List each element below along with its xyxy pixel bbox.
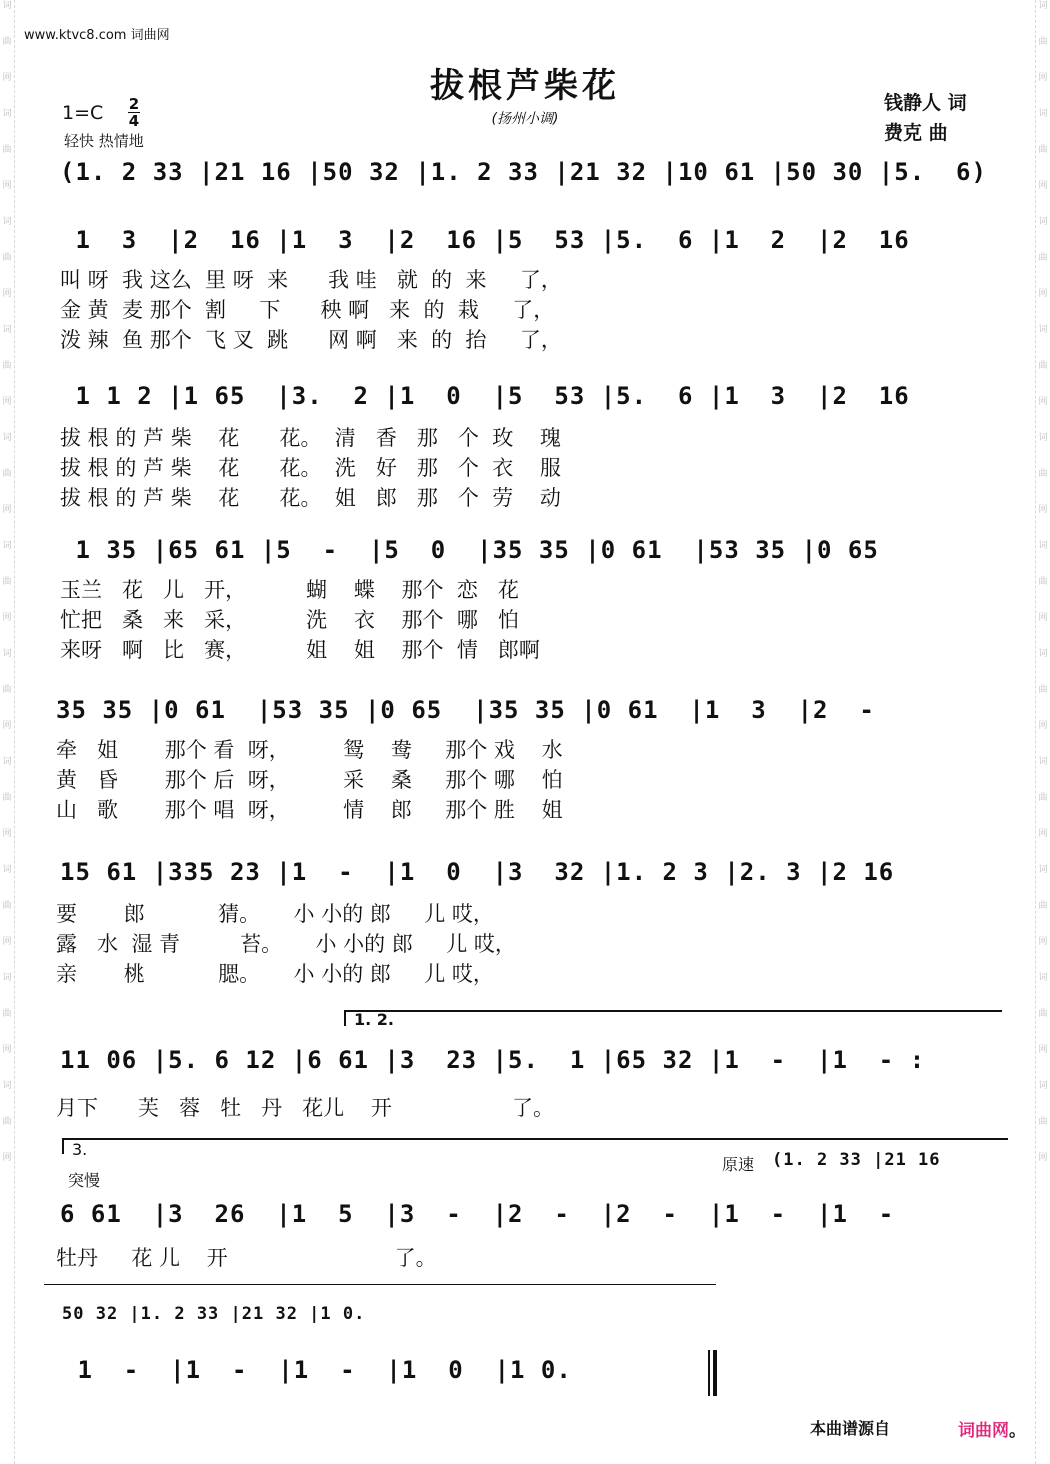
lyric-verse-3: 山 歌 那个 唱 呀， 情 郎 那个 胜 姐 [56, 798, 563, 822]
site-url[interactable]: www.ktvc8.com 词曲网 [24, 28, 170, 43]
lyric-verse-1: 叫 呀 我 这么 里 呀 来 我 哇 就 的 来 了， [60, 268, 562, 292]
notes-system-intro: (1. 2 33 |21 16 |50 32 |1. 2 33 |21 32 |10 61 |50 30 |5. 6) [60, 158, 987, 186]
watermark-char: 网 [1038, 1153, 1048, 1163]
lyric-verse-2: 金 黄 麦 那个 割 下 秧 啊 来 的 栽 了， [60, 298, 555, 322]
watermark-char: 曲 [2, 145, 12, 155]
watermark-char: 曲 [2, 685, 12, 695]
watermark-char: 词 [2, 433, 12, 443]
watermark-char: 网 [2, 1153, 12, 1163]
watermark-char: 曲 [2, 37, 12, 47]
notes-system-5: 15 61 |335 23 |1 - |1 0 |3 32 |1. 2 3 |2. 3 |2 16 [60, 858, 895, 886]
watermark-char: 词 [2, 757, 12, 767]
watermark-char: 词 [2, 649, 12, 659]
time-signature [128, 96, 140, 129]
watermark-char: 词 [2, 973, 12, 983]
lyric-verse-3: 亲 桃 腮。 小 小的 郎 儿 哎， [56, 962, 494, 986]
watermark-char: 曲 [1038, 1009, 1048, 1019]
watermark-char: 曲 [2, 1117, 12, 1127]
watermark-char: 曲 [1038, 145, 1048, 155]
lyric-verse-3: 来呀 啊 比 赛， 姐 姐 那个 情 郎啊 [60, 638, 540, 662]
watermark-char: 词 [2, 109, 12, 119]
brand-link[interactable] [958, 1416, 1026, 1441]
lyric-verse-2: 拔 根 的 芦 柴 花 花。 洗 好 那 个 衣 服 [60, 456, 561, 480]
watermark-char: 网 [1038, 73, 1048, 83]
watermark-char: 网 [1038, 721, 1048, 731]
watermark-char: 曲 [1038, 1117, 1048, 1127]
watermark-char: 网 [1038, 829, 1048, 839]
watermark-char: 网 [1038, 289, 1048, 299]
volta-bracket-1-2 [344, 1010, 1002, 1026]
watermark-char: 曲 [1038, 577, 1048, 587]
notes-system-4: 35 35 |0 61 |53 35 |0 65 |35 35 |0 61 |1 3 |2 - [56, 696, 875, 724]
key-signature: 1=C [62, 102, 104, 124]
watermark-char: 曲 [2, 1009, 12, 1019]
lyric-verse-2: 露 水 湿 青 苔。 小 小的 郎 儿 哎， [56, 932, 516, 956]
lyric-verse-2: 黄 昏 那个 后 呀， 采 桑 那个 哪 怕 [56, 768, 563, 792]
watermark-char: 网 [1038, 613, 1048, 623]
coda-rule [44, 1284, 716, 1285]
watermark-char: 词 [1038, 1, 1048, 11]
notes-system-7: 6 61 |3 26 |1 5 |3 - |2 - |2 - |1 - |1 - [60, 1200, 895, 1228]
tempo-marking: 轻快 热情地 [64, 132, 144, 150]
watermark-char: 网 [2, 721, 12, 731]
watermark-char: 网 [2, 289, 12, 299]
watermark-char: 曲 [1038, 253, 1048, 263]
watermark-char: 曲 [2, 361, 12, 371]
watermark-char: 词 [2, 865, 12, 875]
watermark-char: 曲 [2, 253, 12, 263]
watermark-char: 词 [1038, 541, 1048, 551]
watermark-char: 网 [1038, 1045, 1048, 1055]
meter-top: 2 [128, 95, 140, 113]
watermark-char: 词 [1038, 433, 1048, 443]
watermark-char: 词 [2, 325, 12, 335]
watermark-char: 曲 [1038, 361, 1048, 371]
final-barline-thick [713, 1350, 717, 1396]
watermark-char: 曲 [1038, 685, 1048, 695]
watermark-char: 网 [2, 181, 12, 191]
tempo-change-marking: 突慢 [68, 1171, 101, 1190]
final-barline-thin [708, 1350, 710, 1396]
lyric-verse-1: 玉兰 花 儿 开， 蝴 蝶 那个 恋 花 [60, 578, 519, 602]
watermark-char: 词 [1038, 649, 1048, 659]
volta-label: 3. [72, 1140, 88, 1159]
watermark-char: 词 [1038, 865, 1048, 875]
right-watermark-strip [1035, 0, 1050, 1464]
song-title: 拔根芦柴花 [430, 66, 620, 106]
watermark-char: 曲 [2, 577, 12, 587]
a-tempo-cue-notes: (1. 2 33 |21 16 [772, 1150, 941, 1170]
watermark-char: 词 [1038, 973, 1048, 983]
notes-system-1: 1 3 |2 16 |1 3 |2 16 |5 53 |5. 6 |1 2 |2 16 [60, 226, 910, 254]
song-subtitle: (扬州小调) [491, 111, 559, 127]
coda-lower-notes: 1 - |1 - |1 - |1 0 |1 0. [62, 1356, 572, 1384]
notes-system-2: 1 1 2 |1 65 |3. 2 |1 0 |5 53 |5. 6 |1 3 |2 16 [60, 382, 910, 410]
watermark-char: 曲 [2, 793, 12, 803]
lyric-verse-3: 拔 根 的 芦 柴 花 花。 姐 郎 那 个 劳 动 [60, 486, 561, 510]
watermark-char: 词 [2, 1, 12, 11]
watermark-char: 曲 [2, 469, 12, 479]
watermark-char: 网 [2, 73, 12, 83]
watermark-char: 词 [1038, 1081, 1048, 1091]
watermark-char: 网 [1038, 181, 1048, 191]
watermark-char: 网 [2, 505, 12, 515]
lyric-verse-2: 忙把 桑 来 采， 洗 衣 那个 哪 怕 [60, 608, 519, 632]
notes-system-6: 11 06 |5. 6 12 |6 61 |3 23 |5. 1 |65 32 |1 - |1 - : [60, 1046, 926, 1074]
a-tempo-marking: 原速 [722, 1155, 755, 1174]
watermark-char: 曲 [2, 901, 12, 911]
lyric-verse-1: 拔 根 的 芦 柴 花 花。 清 香 那 个 玫 瑰 [60, 426, 561, 450]
watermark-char: 曲 [1038, 793, 1048, 803]
watermark-char: 词 [2, 217, 12, 227]
left-watermark-strip [0, 0, 15, 1464]
watermark-char: 网 [1038, 937, 1048, 947]
lyric-verse-1: 要 郎 猜。 小 小的 郎 儿 哎， [56, 902, 494, 926]
watermark-char: 词 [1038, 217, 1048, 227]
watermark-char: 网 [2, 1045, 12, 1055]
watermark-char: 网 [2, 397, 12, 407]
watermark-char: 词 [1038, 109, 1048, 119]
watermark-char: 网 [2, 829, 12, 839]
watermark-char: 网 [1038, 397, 1048, 407]
meter-bottom: 4 [128, 112, 140, 130]
notes-system-3: 1 35 |65 61 |5 - |5 0 |35 35 |0 61 |53 35 |0 65 [60, 536, 879, 564]
watermark-char: 网 [2, 613, 12, 623]
coda-upper-notes: 50 32 |1. 2 33 |21 32 |1 0. [62, 1304, 366, 1324]
lyric-line: 牡丹 花 儿 开 了。 [56, 1246, 437, 1270]
watermark-char: 网 [2, 937, 12, 947]
watermark-char: 曲 [1038, 37, 1048, 47]
volta-label: 1. 2. [354, 1010, 394, 1029]
lyricist-credit: 钱静人 词 [884, 92, 967, 114]
watermark-char: 词 [2, 1081, 12, 1091]
watermark-char: 词 [1038, 325, 1048, 335]
lyric-verse-1: 牵 姐 那个 看 呀， 鸳 鸯 那个 戏 水 [56, 738, 563, 762]
watermark-char: 曲 [1038, 901, 1048, 911]
lyric-verse-3: 泼 辣 鱼 那个 飞 叉 跳 网 啊 来 的 抬 了， [60, 328, 562, 352]
composer-credit: 费克 曲 [884, 122, 948, 144]
brand-name[interactable]: 词曲网 [958, 1421, 1009, 1441]
watermark-char: 曲 [1038, 469, 1048, 479]
watermark-char: 词 [2, 541, 12, 551]
lyric-line: 月下 芙 蓉 牡 丹 花儿 开 了。 [56, 1096, 555, 1120]
watermark-char: 网 [1038, 505, 1048, 515]
watermark-char: 词 [1038, 757, 1048, 767]
source-note: 本曲谱源自 [810, 1419, 891, 1438]
brand-dot: 。 [1009, 1421, 1026, 1441]
